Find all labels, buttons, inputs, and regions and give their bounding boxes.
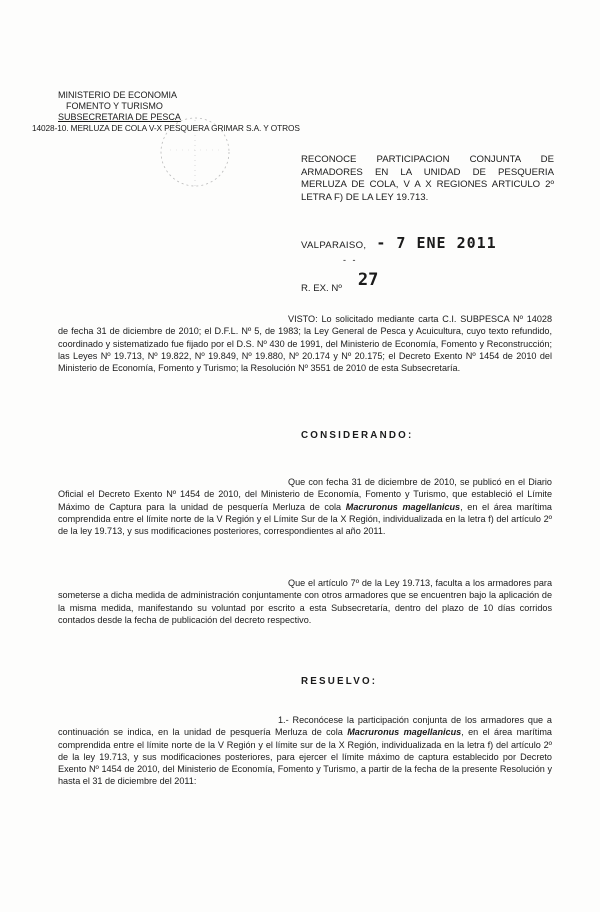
visto-text: Lo solicitado mediante carta C.I. SUBPESCA Nº 14028 de fecha 31 de diciembre de 2010; el D.F.L. Nº 5, de 1983; la Ley General de Pesca y Acuicultura, cuyo texto refundido, coordinado y sistematizado fue fijado por el D.S. Nº 430 de 1991, del Ministerio de Economía, Fomento y Reconstrucción; las Leyes Nº 19.713, Nº 19.822, Nº 19.849, Nº 19.880, Nº 20.174 y Nº 20.175; el Decreto Exento Nº 1454 de 2010 del Ministerio de Economía, Fomento y Turismo; la Resolución Nº 3551 de 2010 de esta Subsecretaría. xyxy=(58,314,552,374)
species-name: Macruronus magellanicus xyxy=(345,501,461,512)
date-city: VALPARAISO, xyxy=(301,240,367,251)
date-stamp: - 7 ENE 2011 xyxy=(376,234,497,252)
resolution-number-line xyxy=(301,270,379,296)
ministry-subname: FOMENTO Y TURISMO xyxy=(66,101,163,111)
species-name: Macruronus magellanicus xyxy=(347,727,462,738)
subsecretaria-name: SUBSECRETARIA DE PESCA xyxy=(58,112,181,122)
item-number: 1.- xyxy=(278,715,289,725)
resolution-number: 27 xyxy=(357,270,379,290)
resuelvo-heading: RESUELVO: xyxy=(301,676,378,687)
file-reference: 14028-10. MERLUZA DE COLA V-X PESQUERA GRIMAR S.A. Y OTROS xyxy=(32,123,300,133)
visto-paragraph xyxy=(58,313,552,374)
resuelvo-item-1: 1.- Reconócese la participación conjunta de los armadores que a continuación se indica, en la unidad de pesquería Merluza de cola Macruronus magellanicus, en el área marítima comprendida entre el límite norte de la V Región y el límite sur de la X Región, individualizada en la letra f) del artículo 2º de la ley 19.713, y sus modificaciones posteriores, para ejercer el límite máximo de captura establecido por Decreto Exento Nº 1454 de 2010, del Ministerio de Economía, Fomento y Turismo, a partir de la fecha de la presente Resolución y hasta el 31 de diciembre del 2011: xyxy=(58,715,552,787)
considerando-paragraph-1: Que con fecha 31 de diciembre de 2010, se publicó en el Diario Oficial el Decreto Exento Nº 1454 de 2010, del Ministerio de Economía, Fomento y Turismo, que estableció el Límite Máximo de Captura para la unidad de pesquería Merluza de cola Macruronus magellanicus, en el área marítima comprendida entre el límite norte de la V Región y el Límite Sur de la X Región, individualizada en la letra f) del artículo 2º de la ley 19.713, y sus modificaciones posteriores, correspondientes al año 2011. xyxy=(58,477,552,537)
resolution-label: R. EX. Nº xyxy=(301,283,342,294)
visto-label: VISTO: xyxy=(288,314,318,324)
date-line xyxy=(301,234,497,253)
divider-dashes: - - xyxy=(343,255,358,265)
considerando-paragraph-2: Que el artículo 7º de la Ley 19.713, faculta a los armadores para someterse a dicha medida de administración conjuntamente con otros armadores que se encuentren bajo la aplicación de la misma medida, manifestando su voluntad por escrito a esta Subsecretaría, dentro del plazo de 10 días corridos contados desde la fecha de publicación del decreto respectivo. xyxy=(58,578,552,625)
resolution-subject: RECONOCE PARTICIPACION CONJUNTA DE ARMADORES EN LA UNIDAD DE PESQUERIA MERLUZA DE COLA, V A X REGIONES ARTICULO 2º LETRA F) DE LA LEY 19.713. xyxy=(301,154,554,203)
ministry-name: MINISTERIO DE ECONOMIA xyxy=(58,90,178,100)
considerando-heading: CONSIDERANDO: xyxy=(301,430,414,441)
